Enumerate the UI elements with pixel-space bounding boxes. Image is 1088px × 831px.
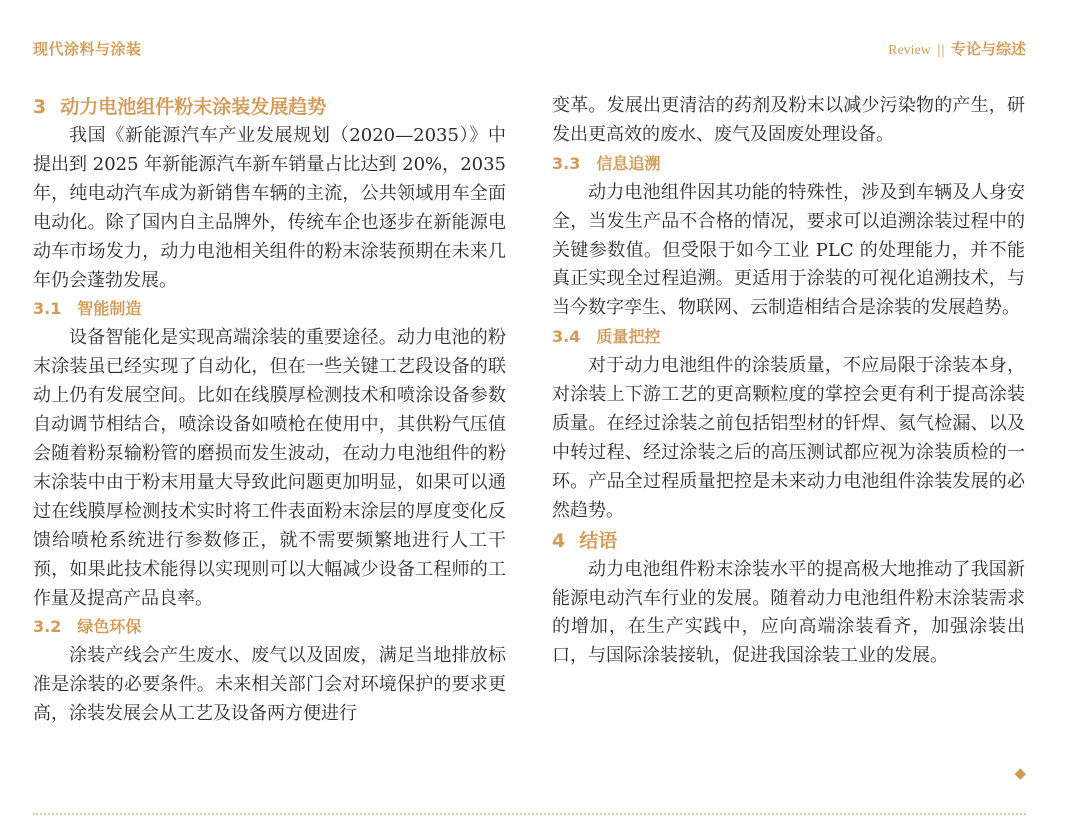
text-line: 齐，加强涂装出口，与国际涂装接轨，促进我国涂装工 [552, 616, 1025, 667]
heading-number: 3.1 [33, 299, 62, 319]
text-line: 利于提高涂装质量。在经过涂装之前包括铝型材的钎 [552, 384, 1025, 434]
section-name: 专论与综述 [950, 40, 1026, 58]
text-line: 池的粉末涂装虽已经实现了自动化，但在一些关键工 [33, 327, 507, 378]
heading-section-3 [33, 92, 506, 122]
text-line: 艺段设备的联动上仍有发展空间。比如在线膜厚检测 [33, 356, 506, 407]
text-line: 枪在使用中，其供粉气压值会随着粉泵输粉管的磨损 [33, 414, 507, 464]
text-line: 粉末涂装预期在未来几年仍会蓬勃发展。 [33, 240, 507, 291]
heading-number: 3.4 [552, 327, 581, 347]
text-line: 技术和喷涂设备参数自动调节相结合，喷涂设备如喷 [33, 385, 507, 436]
heading-title: 信息追溯 [596, 153, 661, 173]
text-line: 我国新能源电动汽车行业的发展。随着动力电池组件 [552, 558, 1026, 609]
heading-section-3-2 [33, 613, 506, 642]
heading-title: 智能制造 [77, 299, 142, 319]
text-line: 本身，对涂装上下游工艺的更高颗粒度的掌控会更有 [552, 355, 1026, 406]
text-line: 变革。发展出更清洁的药剂及粉末以减少污染物的产 [552, 95, 971, 116]
paragraph-sec3-1 [33, 324, 506, 613]
heading-section-3-3 [552, 150, 1025, 179]
text-line: 域用车全面电动化。除了国内自主品牌外，传统车企也 [33, 182, 507, 233]
journal-title: 现代涂料与涂装 [33, 40, 142, 58]
heading-title: 质量把控 [596, 327, 661, 347]
text-line: 2035 年，纯电动汽车成为新销售车辆的主流，公共领 [33, 153, 506, 204]
heading-number: 3.3 [552, 153, 581, 173]
heading-section-3-4 [552, 323, 1025, 352]
text-line: 预，如果此技术能得以实现则可以大幅减少设备工程 [33, 558, 452, 580]
text-line: 而发生波动，在动力电池组件的粉末涂装中由于粉末 [33, 442, 507, 493]
text-line: 焊、氦气检漏、以及中转过程、经过涂装之后的高压测 [552, 412, 1026, 463]
text-line: 理能力，并不能真正实现全过程追溯。更适用于涂装的 [552, 239, 1026, 290]
heading-number: 3 [33, 96, 47, 118]
section-header [888, 38, 1026, 59]
text-line: 试都应视为涂装质检的一环。产品全过程质量把控是 [552, 441, 1025, 492]
text-line: 装过程中的关键参数值。但受限于如今工业 PLC 的处 [552, 210, 1026, 261]
left-column [33, 92, 506, 729]
text-line: 动力电池组件粉末涂装水平的提高极大地推动了 [588, 558, 971, 580]
right-column [552, 92, 1025, 671]
heading-section-4 [552, 526, 1025, 556]
paragraph-sec3-2-continued [552, 92, 1025, 150]
paragraph-sec3-4 [552, 352, 1025, 525]
text-line: 用量大导致此问题更加明显，如果可以通过在线膜厚 [33, 471, 507, 522]
end-diamond-icon: ◆ [1014, 764, 1026, 782]
heading-title: 动力电池组件粉末涂装发展趋势 [60, 96, 327, 118]
paragraph-sec3-3 [552, 179, 1025, 324]
text-line: 生，研发出更高效的废水、废气及固废处理设备。 [552, 95, 1026, 145]
text-line: 逐步在新能源电动车市场发力，动力电池相关组件的 [33, 211, 507, 262]
text-line: 粉末涂装需求的增加，在生产实践中，应向高端涂装看 [552, 587, 1025, 638]
text-line: 动力电池组件因其功能的特殊性，涉及到车辆及 [588, 181, 971, 203]
text-line: 护的要求更高，涂装发展会从工艺及设备两方便进行 [33, 674, 507, 725]
text-line: 业的发展。 [858, 645, 948, 667]
text-line: 可视化追溯技术，与当今数字孪生、物联网、云制造相 [552, 268, 1026, 319]
heading-title: 绿色环保 [77, 617, 142, 637]
heading-title: 结语 [579, 529, 618, 552]
review-label: Review [888, 43, 931, 58]
text-line: 师的工作量及提高产品良率。 [33, 558, 507, 609]
text-line: 放标准是涂装的必要条件。未来相关部门会对环境保 [33, 645, 506, 696]
heading-number: 3.2 [33, 617, 62, 637]
text-line: 人身安全，当发生产品不合格的情况，要求可以追溯涂 [552, 181, 1026, 232]
paragraph-sec3-2 [33, 642, 506, 729]
paragraph-sec4 [552, 556, 1025, 672]
text-line: 设备智能化是实现高端涂装的重要途径。动力电 [69, 327, 452, 349]
text-line: 未来动力电池组件涂装发展的必然趋势。 [552, 470, 1026, 521]
footer-dotted-divider [33, 813, 1026, 815]
text-line: 喷枪系统进行参数修正，就不需要频繁地进行人工干 [70, 529, 507, 551]
heading-number: 4 [552, 529, 566, 552]
text-line: 我国《新能源汽车产业发展规划（2020—2035）》中 [69, 125, 506, 146]
text-line: 检测技术实时将工件表面粉末涂层的厚度变化反馈给 [33, 500, 506, 551]
text-line: 对于动力电池组件的涂装质量，不应局限于涂装 [588, 355, 971, 377]
text-line: 涂装产线会产生废水、废气以及固废，满足当地排 [69, 645, 470, 667]
text-line: 提出到 2025 年新能源汽车新车销量占比达到 20%， [33, 153, 461, 175]
paragraph-sec3 [33, 122, 506, 295]
text-line: 结合是涂装的发展趋势。 [822, 297, 1020, 319]
heading-section-3-1 [33, 295, 506, 324]
header-separator: || [936, 43, 945, 57]
